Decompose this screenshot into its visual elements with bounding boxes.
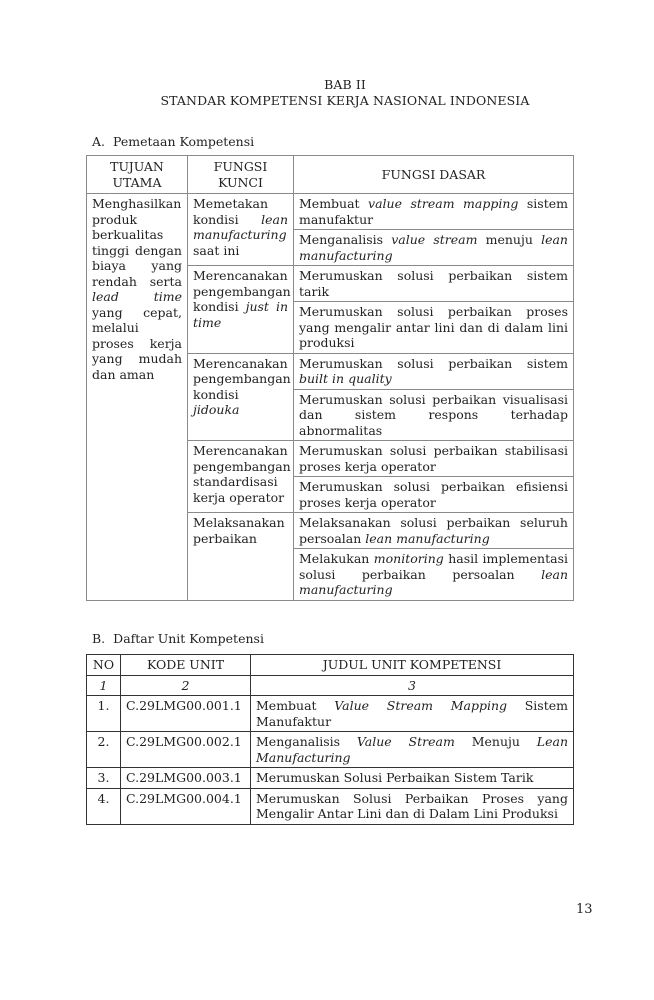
table-header-row	[87, 655, 574, 676]
table-row	[87, 768, 574, 789]
unit-code: C.29LMG00.003.1	[121, 768, 251, 789]
column-header-fungsi-dasar: FUNGSI DASAR	[294, 156, 574, 194]
section-b-label: Daftar Unit Kompetensi	[113, 631, 264, 646]
unit-title: Merumuskan Solusi Perbaikan Proses yang Mengalir Antar Lini dan di Dalam Lini Produksi	[251, 788, 574, 824]
section-b-marker: B.	[92, 631, 106, 646]
fungsi-dasar-cell: Merumuskan solusi perbaikan efisiensi proses kerja operator	[294, 477, 574, 513]
fungsi-kunci-cell: Memetakan kondisi lean manufacturing saat ini	[188, 194, 294, 266]
table-row	[87, 194, 574, 230]
unit-code: C.29LMG00.004.1	[121, 788, 251, 824]
fungsi-kunci-cell: Melaksanakan perbaikan	[188, 513, 294, 601]
page-number: 13	[576, 902, 593, 917]
table-header-row	[87, 156, 574, 194]
competency-unit-list-table	[86, 654, 574, 825]
row-number: 4.	[87, 788, 121, 824]
table-row	[87, 788, 574, 824]
column-number: 2	[121, 675, 251, 696]
unit-title: Menganalisis Value Stream Menuju Lean Manufacturing	[251, 732, 574, 768]
column-header-no: NO	[87, 655, 121, 676]
unit-code: C.29LMG00.001.1	[121, 696, 251, 732]
table-row	[87, 732, 574, 768]
section-a-marker: A.	[92, 134, 106, 149]
chapter-heading: BAB II	[324, 77, 366, 92]
fungsi-kunci-cell: Merencanakan pengembangan standardisasi kerja operator	[188, 441, 294, 513]
fungsi-dasar-cell: Merumuskan solusi perbaikan stabilisasi proses kerja operator	[294, 441, 574, 477]
fungsi-dasar-cell: Menganalisis value stream menuju lean manufacturing	[294, 230, 574, 266]
column-number: 3	[251, 675, 574, 696]
fungsi-dasar-cell: Membuat value stream mapping sistem manufaktur	[294, 194, 574, 230]
fungsi-dasar-cell: Merumuskan solusi perbaikan proses yang mengalir antar lini dan di dalam lini produksi	[294, 302, 574, 354]
tujuan-utama-cell: Menghasilkan produk berkualitas tinggi dengan biaya yang rendah serta lead time yang cepat, melalui proses kerja yang mudah dan aman	[87, 194, 188, 601]
row-number: 1.	[87, 696, 121, 732]
unit-title: Merumuskan Solusi Perbaikan Sistem Tarik	[251, 768, 574, 789]
unit-code: C.29LMG00.002.1	[121, 732, 251, 768]
fungsi-dasar-cell: Melakukan monitoring hasil implementasi solusi perbaikan persoalan lean manufacturing	[294, 549, 574, 601]
fungsi-kunci-cell: Merencanakan pengembangan kondisi just in time	[188, 266, 294, 354]
fungsi-dasar-cell: Melaksanakan solusi perbaikan seluruh persoalan lean manufacturing	[294, 513, 574, 549]
section-a-heading	[92, 134, 254, 150]
unit-title: Membuat Value Stream Mapping Sistem Manufaktur	[251, 696, 574, 732]
column-header-kode-unit: KODE UNIT	[121, 655, 251, 676]
row-number: 3.	[87, 768, 121, 789]
column-header-tujuan-utama: TUJUAN UTAMA	[87, 156, 188, 194]
row-number: 2.	[87, 732, 121, 768]
section-a-label: Pemetaan Kompetensi	[113, 134, 255, 149]
competency-mapping-table	[86, 155, 574, 601]
fungsi-dasar-cell: Merumuskan solusi perbaikan visualisasi dan sistem respons terhadap abnormalitas	[294, 389, 574, 441]
column-number-row	[87, 675, 574, 696]
column-number: 1	[87, 675, 121, 696]
fungsi-dasar-cell: Merumuskan solusi perbaikan sistem tarik	[294, 266, 574, 302]
table-row	[87, 696, 574, 732]
fungsi-kunci-cell: Merencanakan pengembangan kondisi jidouka	[188, 353, 294, 441]
chapter-title: STANDAR KOMPETENSI KERJA NASIONAL INDONESIA	[160, 93, 530, 108]
column-header-judul-unit: JUDUL UNIT KOMPETENSI	[251, 655, 574, 676]
section-b-heading	[92, 631, 264, 647]
fungsi-dasar-cell: Merumuskan solusi perbaikan sistem built in quality	[294, 353, 574, 389]
column-header-fungsi-kunci: FUNGSI KUNCI	[188, 156, 294, 194]
